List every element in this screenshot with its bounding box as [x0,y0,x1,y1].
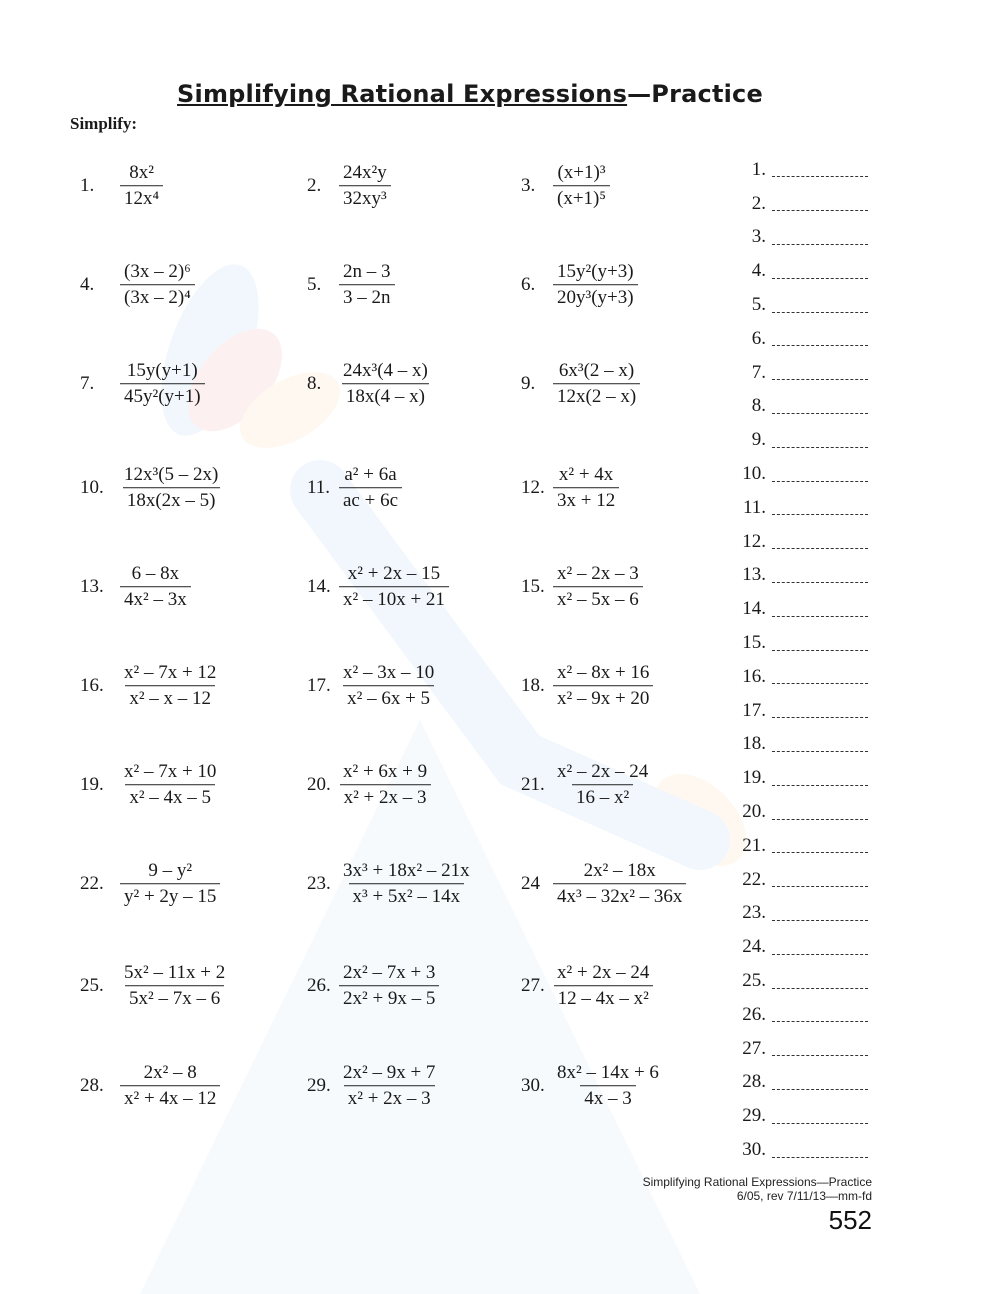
answer-row [730,1099,880,1133]
answer-blank[interactable] [772,920,868,921]
fraction [553,962,653,1010]
denominator: x² – 6x + 5 [343,686,434,710]
problem-number: 29. [307,1075,331,1096]
problem-number: 19. [80,774,104,795]
answer-number: 6. [751,327,766,349]
answer-row [730,897,880,931]
problem-number: 8. [307,373,322,394]
answer-blank[interactable] [772,717,868,718]
problem-8 [307,360,432,408]
fraction [339,261,395,309]
numerator: 2n – 3 [343,261,391,283]
fraction [339,761,431,809]
problem-21 [521,761,652,809]
fraction [120,162,163,210]
problem-23 [307,860,474,908]
answer-blank[interactable] [772,650,868,651]
answer-blank[interactable] [772,447,868,448]
problem-number: 4. [80,274,95,295]
problem-number: 17. [307,675,331,696]
fraction [553,662,653,710]
answer-row [730,626,880,660]
problem-number: 12. [521,477,545,498]
answer-row [730,525,880,559]
answer-blank[interactable] [772,683,868,684]
answer-blank[interactable] [772,278,868,279]
numerator: x² – 7x + 10 [124,761,217,783]
answer-number: 21. [742,834,766,856]
answer-row [730,998,880,1032]
denominator: 2x² + 9x – 5 [339,986,439,1010]
problem-number: 3. [521,175,536,196]
numerator: 3x³ + 18x² – 21x [343,860,470,882]
answer-row [730,660,880,694]
denominator: 4x² – 3x [120,587,191,611]
denominator: x² – 10x + 21 [339,587,449,611]
problem-number: 1. [80,175,95,196]
problem-30 [521,1062,663,1110]
denominator: x³ + 5x² – 14x [349,884,465,908]
numerator: x² – 2x – 3 [557,563,639,585]
answer-blank[interactable] [772,582,868,583]
fraction [120,1062,220,1110]
problem-number: 22. [80,873,104,894]
answer-number: 22. [742,868,766,890]
answer-row [730,423,880,457]
answer-blank[interactable] [772,1055,868,1056]
problem-17 [307,662,438,710]
denominator: 12x(2 – x) [553,384,640,408]
denominator: x² – 4x – 5 [125,785,215,809]
problem-13 [80,563,191,611]
numerator: x² – 3x – 10 [343,662,435,684]
fraction [553,1062,663,1110]
fraction [553,464,619,512]
answer-number: 2. [751,192,766,214]
fraction [120,860,220,908]
denominator: y² + 2y – 15 [120,884,220,908]
answer-number: 23. [742,902,766,924]
problem-29 [307,1062,439,1110]
numerator: 6 – 8x [131,563,180,585]
answer-blank[interactable] [772,886,868,887]
numerator: x² – 7x + 12 [124,662,217,684]
problem-28 [80,1062,220,1110]
denominator: 18x(4 – x) [342,384,429,408]
problem-number: 13. [80,576,104,597]
numerator: 24x²y [343,162,387,184]
problem-number: 7. [80,373,95,394]
answer-number: 27. [742,1037,766,1059]
answer-row [730,457,880,491]
problem-12 [521,464,619,512]
numerator: x² + 2x – 24 [557,962,650,984]
numerator: 2x² – 18x [583,860,656,882]
numerator: (3x – 2)⁶ [124,261,191,283]
answer-number: 11. [742,496,766,518]
answer-blank[interactable] [772,785,868,786]
problem-4 [80,261,195,309]
fraction [120,662,220,710]
numerator: 2x² – 7x + 3 [343,962,436,984]
problem-15 [521,563,643,611]
problem-number: 11. [307,477,331,498]
answer-row [730,322,880,356]
answer-number: 15. [742,632,766,654]
answer-number: 9. [751,429,766,451]
problem-2 [307,162,391,210]
problem-19 [80,761,220,809]
answer-row [730,356,880,390]
answer-row [730,1032,880,1066]
fraction [339,962,439,1010]
answer-number: 30. [742,1139,766,1160]
numerator: a² + 6a [344,464,397,486]
answer-column [730,153,880,1167]
numerator: x² + 2x – 15 [347,563,441,585]
problem-number: 23. [307,873,331,894]
numerator: (x+1)³ [557,162,606,184]
denominator: (x+1)⁵ [553,186,610,210]
answer-number: 13. [742,564,766,586]
numerator: 5x² – 11x + 2 [124,962,226,984]
denominator: x² – x – 12 [125,686,215,710]
problem-number: 5. [307,274,322,295]
denominator: x² – 5x – 6 [553,587,643,611]
answer-number: 28. [742,1071,766,1093]
answer-number: 17. [742,699,766,721]
denominator: 20y³(y+3) [553,285,638,309]
answer-row [730,761,880,795]
answer-number: 10. [742,463,766,485]
answer-number: 14. [742,598,766,620]
answer-number: 24. [742,936,766,958]
worksheet-title: Simplifying Rational Expressions—Practice [177,80,763,108]
footer-line-2: 6/05, rev 7/11/13—mm-fd [736,1189,872,1203]
problem-number: 27. [521,975,545,996]
denominator: ac + 6c [339,488,402,512]
fraction [553,261,638,309]
problem-22 [80,860,220,908]
fraction [339,1062,439,1110]
problem-25 [80,962,229,1010]
denominator: 3x + 12 [553,488,619,512]
problem-14 [307,563,449,611]
answer-blank[interactable] [772,1157,868,1158]
denominator: 16 – x² [572,785,633,809]
problem-11 [307,464,402,512]
fraction [553,162,610,210]
denominator: x² + 4x – 12 [120,1086,220,1110]
denominator: 18x(2x – 5) [123,488,220,512]
problem-number: 21. [521,774,545,795]
problem-number: 30. [521,1075,545,1096]
problem-number: 10. [80,477,104,498]
answer-row [730,863,880,897]
numerator: 2x² – 9x + 7 [343,1062,436,1084]
answer-row [730,390,880,424]
problem-number: 6. [521,274,536,295]
answer-row [730,153,880,187]
answer-row [730,694,880,728]
answer-number: 4. [751,260,766,282]
denominator: 4x³ – 32x² – 36x [553,884,686,908]
numerator: x² + 6x + 9 [343,761,428,783]
numerator: x² + 4x [558,464,614,486]
problem-number: 28. [80,1075,104,1096]
problem-9 [521,360,640,408]
problem-number: 20. [307,774,331,795]
numerator: x² – 2x – 24 [557,761,649,783]
problem-number: 18. [521,675,545,696]
answer-number: 25. [742,970,766,992]
problem-10 [80,464,222,512]
answer-row [730,1133,880,1167]
denominator: 45y²(y+1) [120,384,205,408]
fraction [339,360,432,408]
answer-blank[interactable] [772,244,868,245]
answer-row [730,795,880,829]
answer-row [730,187,880,221]
numerator: 12x³(5 – 2x) [124,464,219,486]
problem-number: 15. [521,576,545,597]
answer-row [730,964,880,998]
answer-blank[interactable] [772,413,868,414]
problem-6 [521,261,638,309]
answer-number: 8. [751,395,766,417]
numerator: 6x³(2 – x) [558,360,635,382]
answer-blank[interactable] [772,751,868,752]
problem-26 [307,962,439,1010]
answer-blank[interactable] [772,312,868,313]
answer-row [730,559,880,593]
problem-number: 24 [521,873,540,894]
denominator: 3 – 2n [339,285,395,309]
footer [643,1175,872,1203]
fraction [339,662,438,710]
answer-number: 3. [751,226,766,248]
footer-line-1: Simplifying Rational Expressions—Practice [642,1175,872,1189]
problem-number: 26. [307,975,331,996]
denominator: x² + 2x – 3 [340,785,431,809]
problem-27 [521,962,653,1010]
answer-blank[interactable] [772,616,868,617]
instruction-label: Simplify: [70,114,138,133]
problem-number: 16. [80,675,104,696]
page-number: 552 [828,1205,872,1235]
denominator: (3x – 2)⁴ [120,285,195,309]
fraction [120,360,205,408]
fraction [339,162,391,210]
answer-row [730,221,880,255]
numerator: 9 – y² [148,860,193,882]
denominator: 12x⁴ [120,186,163,210]
answer-blank[interactable] [772,1123,868,1124]
fraction [553,563,643,611]
answer-row [730,491,880,525]
answer-row [730,1066,880,1100]
answer-blank[interactable] [772,514,868,515]
fraction [339,860,474,908]
answer-row [730,288,880,322]
problem-1 [80,162,163,210]
answer-blank[interactable] [772,988,868,989]
problem-3 [521,162,610,210]
problem-24 [521,860,686,908]
problem-number: 9. [521,373,536,394]
answer-number: 16. [742,665,766,687]
numerator: 15y²(y+3) [557,261,634,283]
numerator: 8x² [129,162,154,184]
fraction [553,860,686,908]
answer-blank[interactable] [772,548,868,549]
answer-blank[interactable] [772,210,868,211]
denominator: 12 – 4x – x² [554,986,653,1010]
answer-blank[interactable] [772,852,868,853]
answer-blank[interactable] [772,345,868,346]
answer-number: 5. [751,294,766,316]
answer-number: 7. [751,361,766,383]
denominator: 4x – 3 [580,1086,636,1110]
answer-blank[interactable] [772,1089,868,1090]
problem-18 [521,662,653,710]
answer-blank[interactable] [772,379,868,380]
problem-number: 2. [307,175,322,196]
numerator: 24x³(4 – x) [343,360,428,382]
answer-number: 29. [742,1105,766,1127]
fraction [120,464,222,512]
answer-blank[interactable] [772,1021,868,1022]
answer-row [730,254,880,288]
answer-blank[interactable] [772,176,868,177]
answer-number: 19. [742,767,766,789]
fraction [120,261,195,309]
answer-blank[interactable] [772,954,868,955]
problem-7 [80,360,205,408]
denominator: 5x² – 7x – 6 [125,986,224,1010]
numerator: 2x² – 8 [143,1062,197,1084]
denominator: 32xy³ [339,186,391,210]
numerator: 8x² – 14x + 6 [557,1062,659,1084]
answer-number: 12. [742,530,766,552]
problem-number: 25. [80,975,104,996]
answer-blank[interactable] [772,819,868,820]
numerator: 15y(y+1) [126,360,198,382]
answer-row [730,592,880,626]
answer-row [730,728,880,762]
answer-row [730,829,880,863]
fraction [339,464,402,512]
fraction [339,563,449,611]
answer-row [730,930,880,964]
problem-20 [307,761,431,809]
denominator: x² – 9x + 20 [553,686,653,710]
answer-number: 26. [742,1003,766,1025]
answer-number: 18. [742,733,766,755]
fraction [120,761,220,809]
answer-number: 1. [751,158,766,180]
answer-blank[interactable] [772,481,868,482]
problem-16 [80,662,220,710]
problem-5 [307,261,395,309]
denominator: x² + 2x – 3 [344,1086,435,1110]
answer-number: 20. [742,801,766,823]
problem-number: 14. [307,576,331,597]
fraction [553,360,640,408]
numerator: x² – 8x + 16 [557,662,650,684]
fraction [120,563,191,611]
fraction [120,962,229,1010]
fraction [553,761,652,809]
